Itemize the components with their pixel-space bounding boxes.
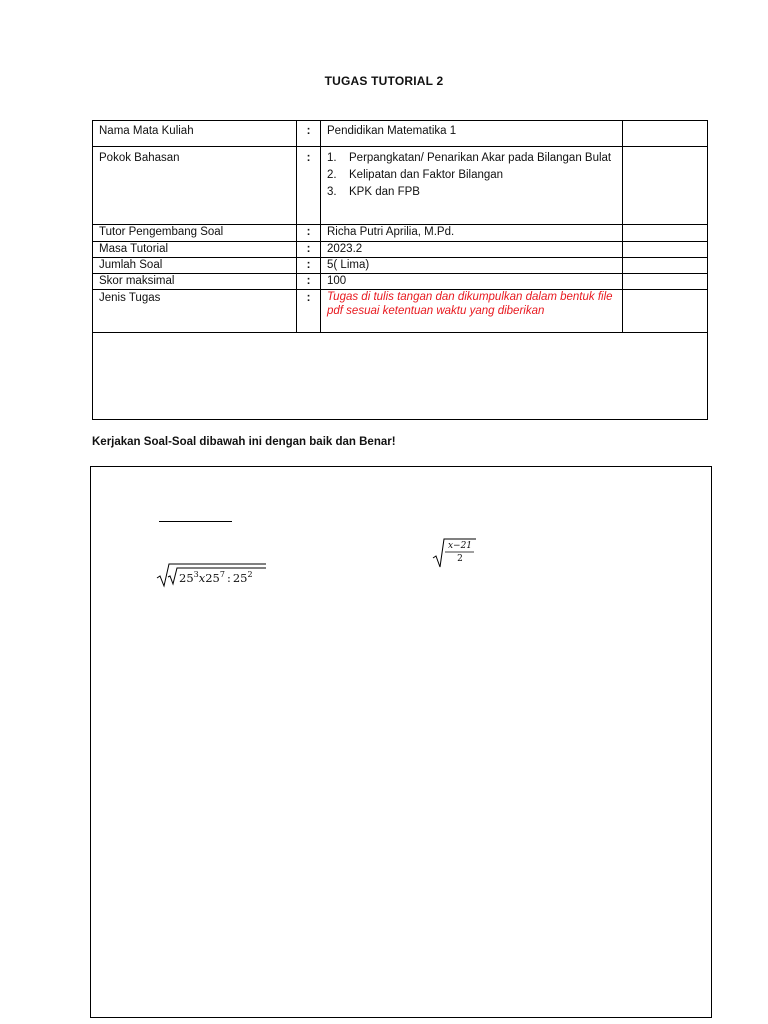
- empty-cell: [623, 274, 708, 290]
- operator: :: [226, 570, 231, 585]
- row-label: Masa Tutorial: [93, 242, 297, 258]
- table-row: [93, 290, 708, 333]
- row-label: Nama Mata Kuliah: [93, 121, 297, 147]
- tutor-name: Richa Putri Aprilia, M.Pd.: [321, 225, 623, 242]
- expression-body: [179, 570, 253, 585]
- topics-cell: [321, 147, 623, 225]
- colon: :: [297, 242, 321, 258]
- empty-cell: [623, 225, 708, 242]
- course-info-table: [92, 120, 708, 420]
- base: 25: [205, 570, 220, 585]
- row-label: Jenis Tugas: [93, 290, 297, 333]
- table-row: [93, 274, 708, 290]
- colon: :: [297, 290, 321, 333]
- question-box: [90, 466, 712, 1018]
- list-number: 3.: [327, 186, 337, 198]
- table-row: [93, 147, 708, 225]
- base: 25: [232, 570, 248, 585]
- empty-cell: [623, 242, 708, 258]
- empty-table-row: [93, 333, 708, 420]
- exponent: 7: [219, 570, 225, 579]
- exponent: 3: [193, 570, 199, 579]
- blank-line: [159, 521, 232, 522]
- topics-list: [327, 151, 618, 200]
- operator: x: [198, 570, 206, 585]
- question-count: 5( Lima): [321, 258, 623, 274]
- list-item: [327, 185, 618, 200]
- list-text: Perpangkatan/ Penarikan Akar pada Bilangan Bulat: [349, 152, 612, 164]
- table-row: [93, 258, 708, 274]
- max-score: 100: [321, 274, 623, 290]
- table-row: [93, 225, 708, 242]
- table-row: [93, 121, 708, 147]
- empty-cell: [623, 258, 708, 274]
- row-label: Skor maksimal: [93, 274, 297, 290]
- empty-cell: [623, 121, 708, 147]
- page-title: TUGAS TUTORIAL 2: [324, 74, 444, 88]
- table-row: [93, 242, 708, 258]
- base: 25: [179, 570, 194, 585]
- list-number: 2.: [327, 169, 337, 181]
- list-item: [327, 168, 618, 183]
- row-label: Pokok Bahasan: [93, 147, 297, 225]
- fraction-numerator: x−21: [447, 541, 473, 551]
- empty-cell: [623, 147, 708, 225]
- empty-cell: [623, 290, 708, 333]
- colon: :: [297, 147, 321, 225]
- colon: :: [297, 274, 321, 290]
- tutorial-period: 2023.2: [321, 242, 623, 258]
- course-name: Pendidikan Matematika 1: [321, 121, 623, 147]
- fraction-denominator: 2: [457, 554, 463, 564]
- instruction-text: Kerjakan Soal-Soal dibawah ini dengan baik dan Benar!: [92, 436, 396, 448]
- colon: :: [297, 258, 321, 274]
- colon: :: [297, 121, 321, 147]
- task-type: Tugas di tulis tangan dan dikumpulkan dalam bentuk file pdf sesuai ketentuan waktu yang diberikan: [321, 290, 623, 333]
- row-label: Tutor Pengembang Soal: [93, 225, 297, 242]
- list-text: KPK dan FPB: [349, 186, 420, 198]
- list-number: 1.: [327, 152, 337, 164]
- empty-cell: [93, 333, 708, 420]
- exponent: 2: [247, 570, 253, 579]
- list-item: [327, 151, 618, 166]
- list-text: Kelipatan dan Faktor Bilangan: [349, 169, 504, 181]
- row-label: Jumlah Soal: [93, 258, 297, 274]
- colon: :: [297, 225, 321, 242]
